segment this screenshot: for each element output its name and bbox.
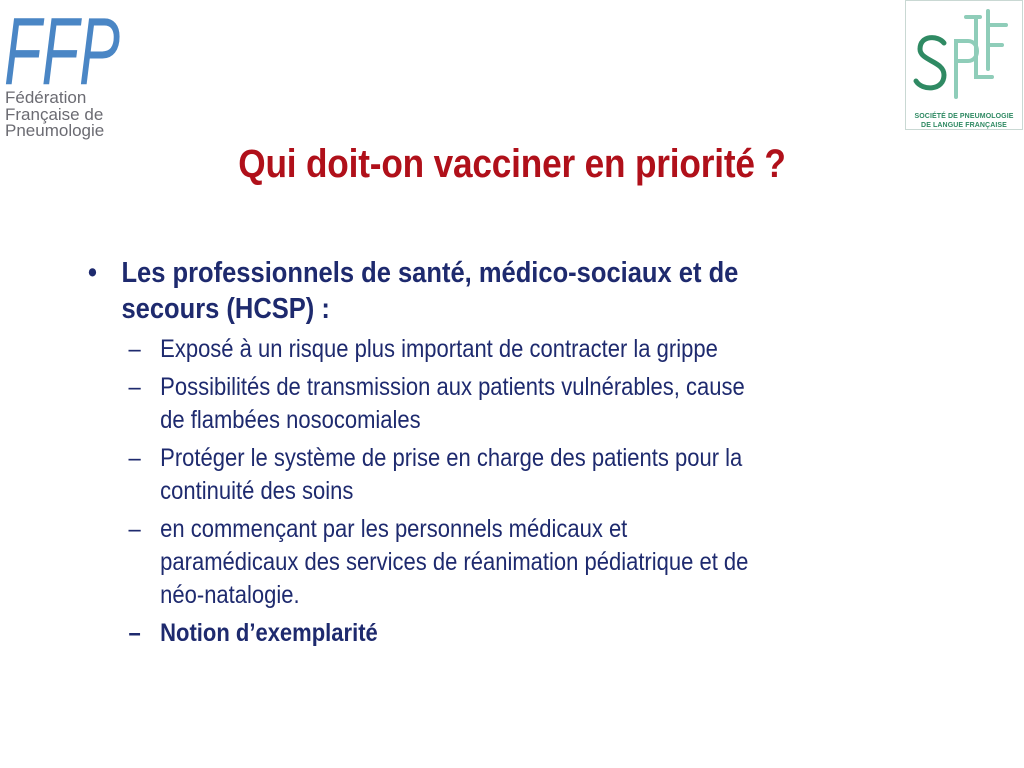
slide-body: [88, 255, 968, 655]
sub-bullet-line: Protéger le système de prise en charge des patients pour la: [160, 444, 743, 472]
sub-bullet-line: Notion d’exemplarité: [160, 619, 378, 647]
splf-name-line-2: DE LANGUE FRANÇAISE: [921, 122, 1007, 129]
dash-marker: –: [128, 444, 141, 472]
bullet-item: [88, 255, 913, 327]
sub-bullet-line: en commençant par les personnels médicaux et: [160, 515, 628, 543]
sub-bullet-item-emphasis: [88, 617, 996, 650]
ffp-letters: FFP: [4, 0, 120, 90]
sub-bullet-list: [88, 333, 968, 650]
ffp-letters-mark: [2, 0, 126, 90]
sub-bullet-line: paramédicaux des services de réanimation pédiatrique et de: [160, 548, 749, 576]
sub-bullet-line: continuité des soins: [160, 477, 354, 505]
ffp-logo: [2, 0, 132, 140]
ffp-name-line-2: Française de: [5, 105, 104, 124]
dash-marker: –: [128, 335, 141, 363]
sub-bullet-item: [88, 371, 996, 437]
sub-bullet-item: [88, 333, 996, 366]
bullet-text-line-2: secours (HCSP) :: [121, 293, 330, 325]
bullet-text-line-1: Les professionnels de santé, médico-sociaux et de: [121, 257, 739, 289]
splf-name-line-1: SOCIÉTÉ DE PNEUMOLOGIE: [914, 113, 1014, 120]
ffp-name-line-1: Fédération: [5, 88, 87, 107]
sub-bullet-item: [88, 513, 996, 612]
splf-logo: [905, 0, 1023, 130]
ffp-name-line-3: Pneumologie: [5, 121, 105, 140]
bullet-marker: •: [88, 257, 97, 289]
sub-bullet-line: Possibilités de transmission aux patients vulnérables, cause: [160, 373, 745, 401]
dash-marker: –: [128, 619, 141, 647]
splf-mark: [910, 5, 1018, 105]
sub-bullet-line: de flambées nosocomiales: [160, 406, 421, 434]
slide-title: Qui doit-on vacciner en priorité ?: [238, 142, 786, 186]
sub-bullet-line: néo-natalogie.: [160, 581, 300, 609]
sub-bullet-item: [88, 442, 996, 508]
dash-marker: –: [128, 373, 141, 401]
splf-letters: SPLF: [910, 5, 913, 6]
dash-marker: –: [128, 515, 141, 543]
sub-bullet-line: Exposé à un risque plus important de contracter la grippe: [160, 335, 718, 363]
